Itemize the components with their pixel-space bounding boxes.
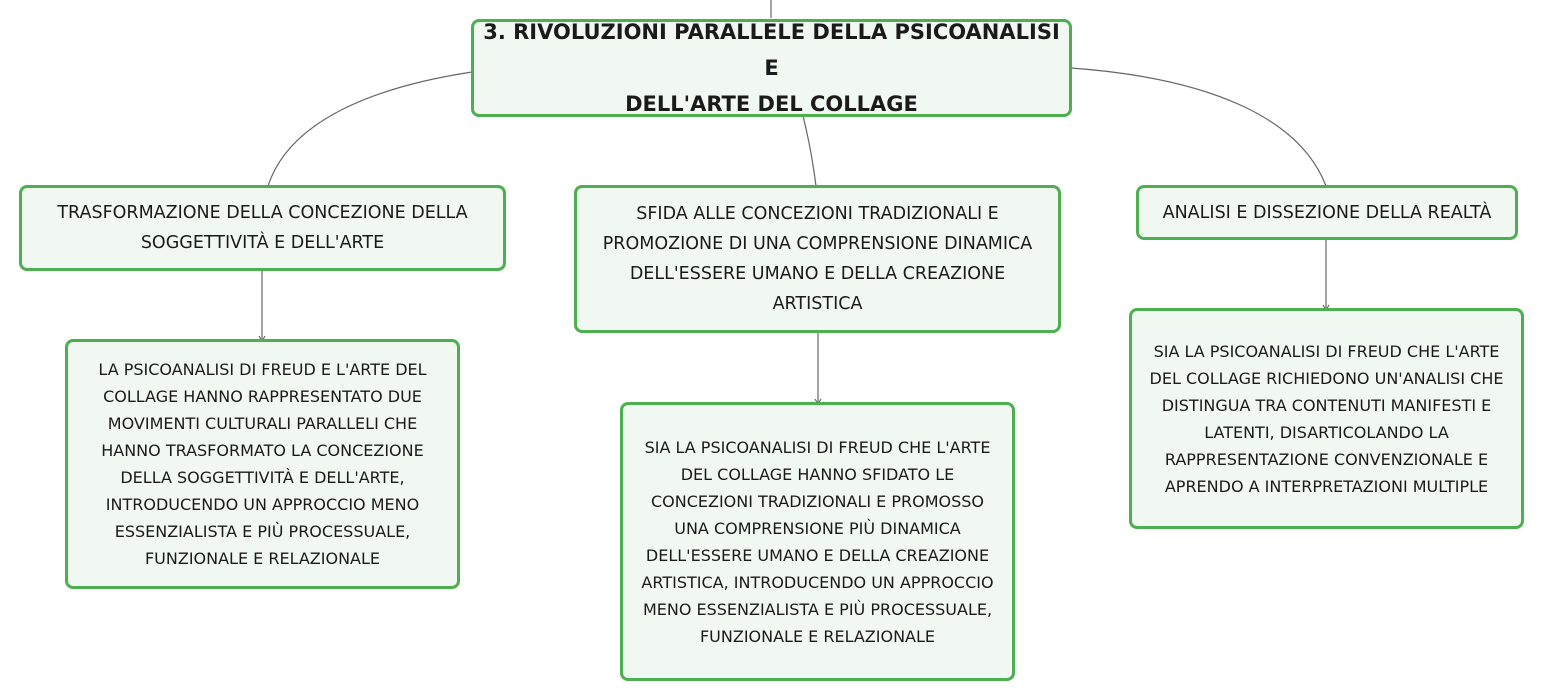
topic-node-subjectivity-transformation[interactable] [19, 185, 506, 271]
root-node-label: 3. RIVOLUZIONI PARALLELE DELLA PSICOANALISI E DELL'ARTE DEL COLLAGE [483, 20, 1060, 116]
detail-node-text: LA PSICOANALISI DI FREUD E L'ARTE DEL COLLAGE HANNO RAPPRESENTATO DUE MOVIMENTI CULTURALI PARALLELI CHE HANNO TRASFORMATO LA CONCEZIONE DELLA SOGGETTIVITÀ E DELL'ARTE, INTRODUCENDO UN APPROCCIO MENO ESSENZIALISTA E PIÙ PROCESSUALE, FUNZIONALE E RELAZIONALE [98, 360, 427, 568]
topic-node-label: SFIDA ALLE CONCEZIONI TRADIZIONALI E PROMOZIONE DI UNA COMPRENSIONE DINAMICA DELL'ESSERE UMANO E DELLA CREAZIONE ARTISTICA [602, 204, 1033, 314]
detail-node-text: SIA LA PSICOANALISI DI FREUD CHE L'ARTE DEL COLLAGE HANNO SFIDATO LE CONCEZIONI TRADIZIONALI E PROMOSSO UNA COMPRENSIONE PIÙ DINAMICA DELL'ESSERE UMANO E DELLA CREAZIONE ARTISTICA, INTRODUCENDO UN APPROCCIO MENO ESSENZIALISTA E PIÙ PROCESSUALE, FUNZIONALE E RELAZIONALE [641, 437, 994, 646]
detail-node-reality-analysis[interactable] [1129, 308, 1524, 529]
detail-node-subjectivity-transformation[interactable] [65, 339, 460, 589]
topic-node-reality-analysis[interactable] [1136, 185, 1518, 240]
detail-node-text: SIA LA PSICOANALISI DI FREUD CHE L'ARTE DEL COLLAGE RICHIEDONO UN'ANALISI CHE DISTINGUA TRA CONTENUTI MANIFESTI E LATENTI, DISARTICOLANDO LA RAPPRESENTAZIONE CONVENZIONALE E APRENDO A INTERPRETAZIONI MULTIPLE [1149, 341, 1504, 496]
root-node[interactable] [471, 19, 1072, 117]
topic-node-label: TRASFORMAZIONE DELLA CONCEZIONE DELLA SOGGETTIVITÀ E DELL'ARTE [57, 203, 468, 253]
connector-root-to-topic-1 [268, 72, 472, 186]
connector-root-to-topic-2 [803, 116, 816, 186]
topic-node-challenge-traditional-concepts[interactable] [574, 185, 1061, 333]
topic-node-label: ANALISI E DISSEZIONE DELLA REALTÀ [1162, 202, 1492, 223]
connector-root-to-topic-3 [1071, 68, 1326, 186]
detail-node-challenge-traditional-concepts[interactable] [620, 402, 1015, 681]
